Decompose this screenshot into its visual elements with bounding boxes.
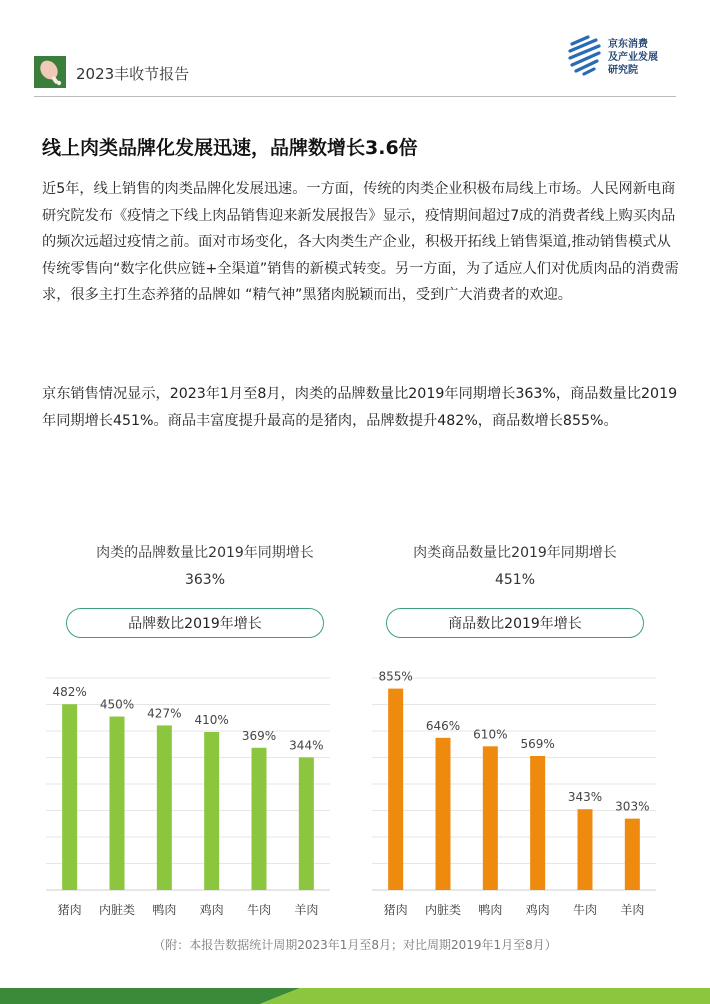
product-chart-bar-4	[530, 756, 545, 890]
product-chart-bar-3	[483, 746, 498, 890]
brand-logo	[566, 34, 676, 80]
product-chart-category-label-4: 鸡肉	[525, 903, 550, 917]
left-panel-heading: 肉类的品牌数量比2019年同期增长 363%	[40, 540, 370, 594]
right-panel-heading: 肉类商品数量比2019年同期增长 451%	[370, 540, 660, 594]
brand-chart-bar-5	[252, 748, 267, 890]
brand-chart-value-label-5: 369%	[241, 728, 277, 743]
jd-institute-icon	[566, 34, 604, 76]
paragraph-1: 近5年，线上销售的肉类品牌化发展迅速。一方面，传统的肉类企业积极布局线上市场。人民网新电商研究院发布《疫情之下线上肉品销售迎来新发展报告》显示，疫情期间超过7成的消费者线上购买肉品的频次远超过疫情之前。面对市场变化，各大肉类生产企业，积极开拓线上销售渠道,推动销售模式从传统零售向“数字化供应链+全渠道”销售的新模式转变。另一方面，为了适应人们对优质肉品的消费需求，很多主打生态养猪的品牌如 “精气神”黑猪肉脱颖而出，受到广大消费者的欢迎。	[42, 181, 679, 303]
brand-chart-value-label-1: 482%	[52, 685, 87, 700]
product-chart-bar-5	[578, 809, 593, 890]
header-divider	[34, 96, 676, 97]
product-chart-value-label-5: 343%	[567, 790, 603, 805]
product-chart-category-label-3: 鸭肉	[478, 903, 503, 917]
brand-chart-value-label-6: 344%	[289, 738, 324, 753]
product-chart-bar-1	[388, 689, 403, 890]
brand-chart-bar-1	[62, 704, 77, 890]
product-chart-value-label-1: 855%	[378, 669, 413, 684]
brand-chart-category-label-4: 鸡肉	[199, 903, 224, 917]
report-title: 2023丰收节报告	[76, 65, 190, 83]
brand-chart-value-label-3: 427%	[147, 706, 182, 721]
product-chart-category-label-6: 羊肉	[620, 903, 645, 917]
paragraph-2: 京东销售情况显示，2023年1月至8月，肉类的品牌数量比2019年同期增长363%，商品数量比2019年同期增长451%。商品丰富度提升最高的是猪肉，品牌数提升482%，商品数增长855%。	[42, 386, 678, 429]
product-chart-value-label-4: 569%	[520, 736, 555, 751]
product-chart-value-label-6: 303%	[615, 799, 650, 814]
product-chart-value-label-3: 610%	[473, 727, 508, 742]
section-title: 线上肉类品牌化发展迅速，品牌数增长3.6倍	[42, 137, 418, 159]
brand-chart-category-label-3: 鸭肉	[152, 903, 177, 917]
brand-chart-bar-2	[110, 717, 125, 890]
brand-growth-bar-chart	[38, 660, 338, 930]
brand-chart-bar-4	[204, 732, 219, 890]
product-chart-bar-2	[436, 738, 451, 890]
brand-chart-category-label-6: 羊肉	[294, 903, 319, 917]
right-chart-pill: 商品数比2019年增长	[386, 608, 644, 638]
brand-chart-bar-3	[157, 725, 172, 890]
brand-chart-value-label-2: 450%	[99, 697, 135, 712]
left-chart-pill: 品牌数比2019年增长	[66, 608, 324, 638]
product-chart-value-label-2: 646%	[425, 718, 461, 733]
meat-leg-icon	[34, 56, 66, 88]
brand-chart-category-label-1: 猪肉	[57, 903, 82, 917]
brand-chart-value-label-4: 410%	[194, 712, 229, 727]
footnote: （附：本报告数据统计周期2023年1月至8月；对比周期2019年1月至8月）	[153, 938, 557, 952]
product-chart-category-label-2: 内脏类	[424, 903, 462, 917]
brand-name: 京东消费 及产业发展 研究院	[608, 39, 658, 76]
brand-chart-bar-6	[299, 757, 314, 890]
left-panel-value: 363%	[184, 572, 226, 588]
product-chart-bar-6	[625, 819, 640, 890]
report-header	[34, 30, 676, 94]
product-growth-bar-chart	[364, 660, 664, 930]
brand-chart-category-label-5: 牛肉	[246, 903, 272, 917]
bottom-decoration	[0, 988, 710, 1004]
brand-chart-category-label-2: 内脏类	[98, 903, 136, 917]
right-panel-value: 451%	[494, 572, 536, 588]
product-chart-category-label-5: 牛肉	[572, 903, 598, 917]
product-chart-category-label-1: 猪肉	[383, 903, 408, 917]
